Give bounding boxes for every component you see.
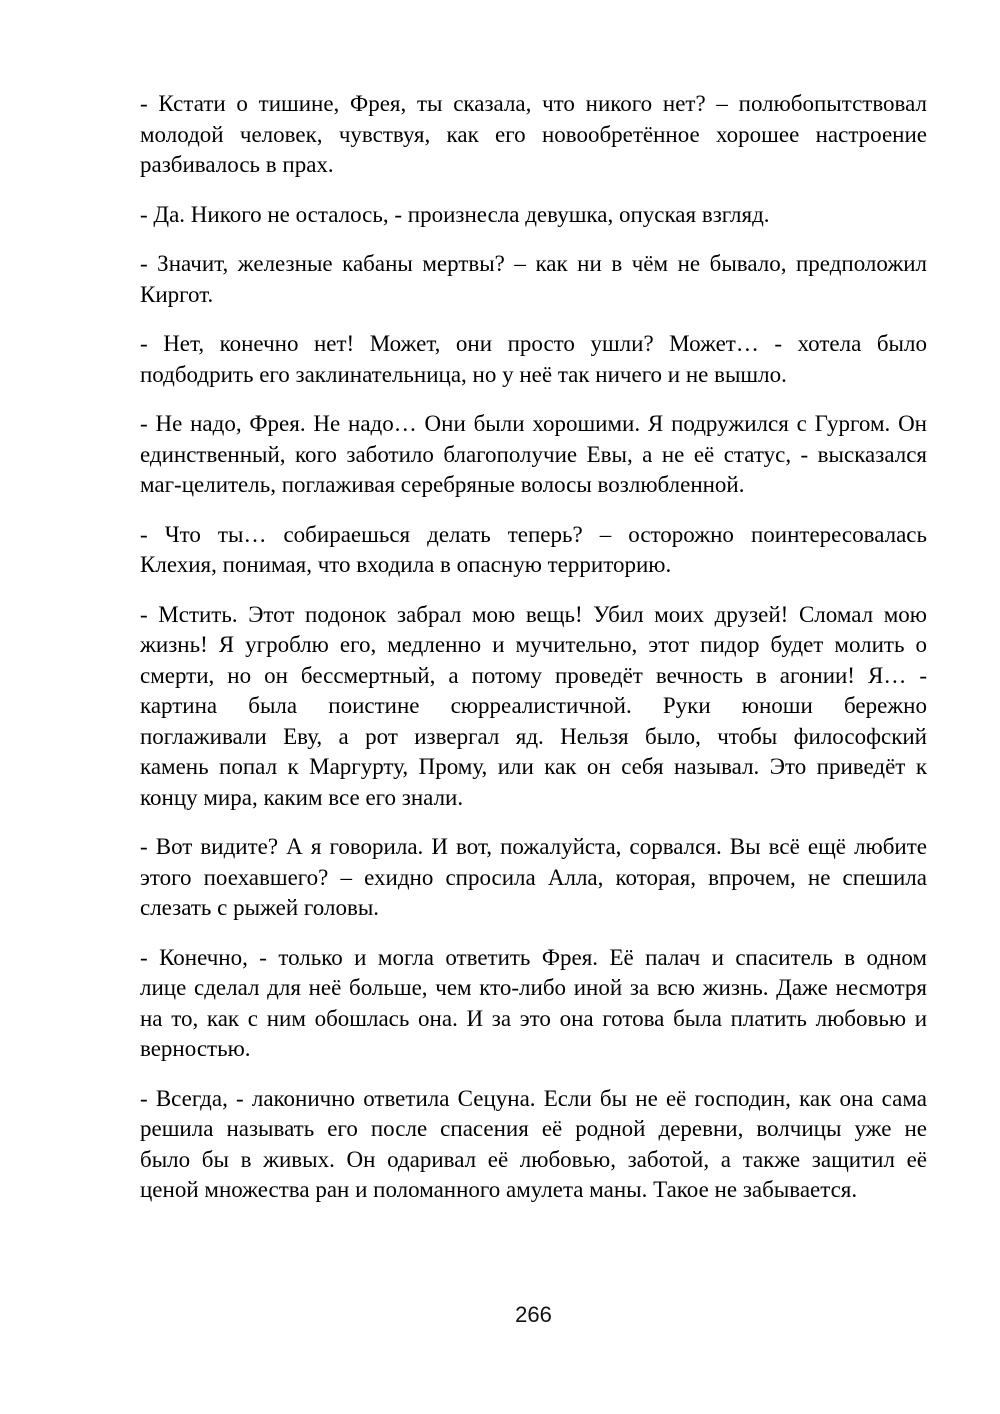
text-line: - Вот видите? А я говорила. И вот, пожалуйста, сорвался. Вы всё ещё любите [140,834,927,859]
paragraph [140,200,927,231]
text-line: решила называть его после спасения её родной деревни, волчицы уже не [140,1116,927,1141]
text-line: поглаживали Еву, а рот извергал яд. Нельзя было, чтобы философский [140,723,927,749]
text-line: на то, как с ним обошлась она. И за это она готова была платить любовью и [140,1005,927,1031]
text-line: молодой человек, чувствуя, как его новообретённое хорошее настроение [140,121,927,147]
text-line: - Конечно, - только и могла ответить Фрея. Её палач и спаситель в одном [140,944,927,970]
text-line: - Мстить. Этот подонок забрал мою вещь! Убил моих друзей! Сломал мою [140,601,927,627]
text-line: картина была поистине сюрреалистичной. Руки юноши бережно [140,693,927,718]
text-line: верностью. [140,1036,251,1061]
text-line: этого поехавшего? – ехидно спросила Алла, которая, впрочем, не спешила [140,864,927,890]
paragraph [140,520,927,581]
text-line: маг-целитель, поглаживая серебряные волосы возлюбленной. [140,472,745,497]
text-line: - Кстати о тишине, Фрея, ты сказала, что никого нет? – полюбопытствовал [140,91,927,116]
text-line: - Что ты… собираешься делать теперь? – осторожно поинтересовалась [140,521,927,547]
text-line: Клехия, понимая, что входила в опасную территорию. [140,552,672,577]
paragraph [140,249,927,310]
text-line: подбодрить его заклинательница, но у неё так ничего и не вышло. [140,361,787,387]
text-line: - Всегда, - лаконично ответила Сецуна. Если бы не её господин, как она сама [140,1085,927,1111]
paragraph [140,600,927,814]
text-line: лице сделал для неё больше, чем кто-либо иной за всю жизнь. Даже несмотря [140,975,927,1000]
text-line: разбивалось в прах. [140,152,334,177]
paragraph [140,409,927,501]
paragraph [140,329,927,390]
text-line: Киргот. [140,281,214,307]
paragraph [140,832,927,924]
text-line: концу мира, каким все его знали. [140,784,464,810]
text-line: было бы в живых. Он одаривал её любовью, заботой, а также защитил её [140,1146,927,1172]
paragraph [140,943,927,1065]
text-line: - Значит, железные кабаны мертвы? – как ни в чём не бывало, предположил [140,251,927,276]
text-line: - Нет, конечно нет! Может, они просто ушли? Может… - хотела было [140,331,927,356]
paragraph [140,89,927,181]
text-line: слезать с рыжей головы. [140,895,380,920]
text-line: смерти, но он бессмертный, а потому проведёт вечность в агонии! Я… - [140,662,927,688]
page-number: 266 [515,1302,552,1327]
text-line: единственный, кого заботило благополучие Евы, а не её статус, - высказался [140,441,927,467]
text-line: ценой множества ран и поломанного амулета маны. Такое не забывается. [140,1177,858,1202]
text-block [140,89,927,1225]
text-line: жизнь! Я угроблю его, медленно и мучительно, этот пидор будет молить о [140,632,927,657]
text-line: - Не надо, Фрея. Не надо… Они были хорошими. Я подружился с Гургом. Он [140,411,927,436]
paragraph [140,1084,927,1206]
text-line: - Да. Никого не осталось, - произнесла девушка, опуская взгляд. [140,201,770,227]
text-line: камень попал к Маргурту, Прому, или как он себя называл. Это приведёт к [140,754,927,779]
